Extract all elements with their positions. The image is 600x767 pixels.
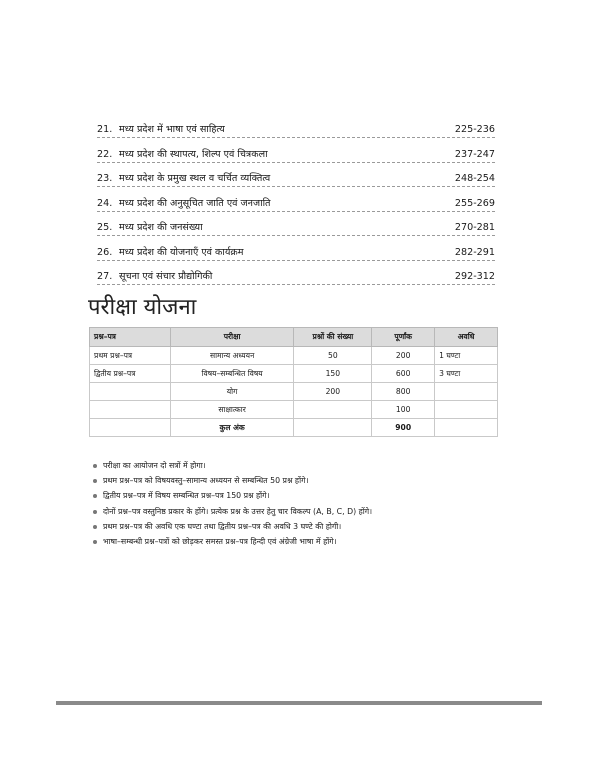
toc-item <box>97 141 495 163</box>
note-text: प्रथम प्रश्न–पत्र की अवधि एक घण्टा तथा द्वितीय प्रश्न–पत्र की अवधि 3 घण्टे की होगी। <box>103 521 342 531</box>
toc-pages: 237-247 <box>454 148 495 160</box>
table-cell <box>435 419 498 437</box>
toc-pages: 255-269 <box>454 197 495 209</box>
bullet-icon <box>93 479 97 483</box>
toc-title: मध्य प्रदेश के प्रमुख स्थल व चर्चित व्यक्तित्व <box>119 173 271 184</box>
header-duration: अवधि <box>435 328 498 347</box>
list-item <box>93 519 513 534</box>
toc-item <box>97 239 495 261</box>
bullet-icon <box>93 540 97 544</box>
list-item <box>93 504 513 519</box>
toc-title: सूचना एवं संचार प्रौद्योगिकी <box>119 271 213 282</box>
toc-title: मध्य प्रदेश की योजनाएँ एवं कार्यक्रम <box>119 246 244 258</box>
table-cell: योग <box>170 383 294 401</box>
table-cell <box>90 419 171 437</box>
table-cell: 1 घण्टा <box>435 347 498 365</box>
toc-pages: 225-236 <box>454 124 495 135</box>
table-row <box>90 365 498 383</box>
table-row <box>90 419 498 437</box>
table-cell: 200 <box>372 347 435 365</box>
bullet-icon <box>93 525 97 529</box>
toc-number: 27. <box>97 271 113 282</box>
table-row <box>90 401 498 419</box>
note-text: द्वितीय प्रश्न–पत्र में विषय सम्बन्धित प्रश्न–पत्र 150 प्रश्न होंगे। <box>103 491 270 501</box>
table-cell: 150 <box>294 365 372 383</box>
toc-number: 26. <box>97 246 113 258</box>
toc-item <box>97 116 495 138</box>
toc-pages: 282-291 <box>454 246 495 258</box>
bullet-icon <box>93 464 97 468</box>
table-cell: 600 <box>372 365 435 383</box>
header-exam: परीक्षा <box>170 328 294 347</box>
table-cell: 50 <box>294 347 372 365</box>
table-header-row <box>90 328 498 347</box>
table-cell <box>90 383 171 401</box>
table-cell <box>90 401 171 419</box>
table-cell: साक्षात्कार <box>170 401 294 419</box>
exam-plan-table <box>89 327 498 437</box>
section-heading: परीक्षा योजना <box>88 295 197 320</box>
table-cell: 800 <box>372 383 435 401</box>
toc-item <box>97 263 495 285</box>
table-cell: कुल अंक <box>170 419 294 437</box>
note-text: भाषा–सम्बन्धी प्रश्न–पत्रों को छोड़कर समस्त प्रश्न–पत्र हिन्दी एवं अंग्रेजी भाषा में होंगे। <box>103 537 337 547</box>
header-question-count: प्रश्नों की संख्या <box>294 328 372 347</box>
toc-number: 21. <box>97 124 113 135</box>
toc-number: 23. <box>97 173 113 184</box>
toc-title: मध्य प्रदेश की जनसंख्या <box>119 222 203 233</box>
table-cell: द्वितीय प्रश्न–पत्र <box>90 365 171 383</box>
toc-title: मध्य प्रदेश की स्थापत्य, शिल्प एवं चित्रकला <box>119 148 268 160</box>
toc-title: मध्य प्रदेश की अनुसूचित जाति एवं जनजाति <box>119 197 271 209</box>
list-item <box>93 534 513 549</box>
bullet-icon <box>93 494 97 498</box>
table-cell: विषय–सम्बन्धित विषय <box>170 365 294 383</box>
table-cell: 100 <box>372 401 435 419</box>
toc-number: 25. <box>97 222 113 233</box>
table-row <box>90 383 498 401</box>
note-text: प्रथम प्रश्न–पत्र को विषयवस्तु–सामान्य अध्ययन से सम्बन्धित 50 प्रश्न होंगे। <box>103 475 309 485</box>
table-cell <box>435 401 498 419</box>
table-cell <box>435 383 498 401</box>
table-cell <box>294 419 372 437</box>
table-cell: 900 <box>372 419 435 437</box>
toc-item <box>97 214 495 236</box>
toc-number: 24. <box>97 197 113 209</box>
list-item <box>93 473 513 488</box>
table-of-contents <box>97 116 495 288</box>
header-max-marks: पूर्णांक <box>372 328 435 347</box>
note-text: परीक्षा का आयोजन दो सत्रों में होगा। <box>103 460 206 470</box>
toc-number: 22. <box>97 148 113 160</box>
table-cell: सामान्य अध्ययन <box>170 347 294 365</box>
toc-item <box>97 190 495 212</box>
toc-pages: 292-312 <box>454 271 495 282</box>
note-text: दोनों प्रश्न–पत्र वस्तुनिष्ठ प्रकार के होंगे। प्रत्येक प्रश्न के उत्तर हेतु चार विकल्प (A, B, C, D) होंगे। <box>103 506 373 516</box>
toc-title: मध्य प्रदेश में भाषा एवं साहित्य <box>119 124 225 135</box>
table-cell: प्रथम प्रश्न–पत्र <box>90 347 171 365</box>
table-cell: 200 <box>294 383 372 401</box>
table-cell: 3 घण्टा <box>435 365 498 383</box>
list-item <box>93 489 513 504</box>
bullet-icon <box>93 510 97 514</box>
footer-divider <box>56 701 542 705</box>
table-cell <box>294 401 372 419</box>
toc-pages: 270-281 <box>454 222 495 233</box>
table-row <box>90 347 498 365</box>
header-paper: प्रश्न–पत्र <box>90 328 171 347</box>
list-item <box>93 458 513 473</box>
toc-item <box>97 165 495 187</box>
notes-list <box>93 458 513 550</box>
toc-pages: 248-254 <box>454 173 495 184</box>
